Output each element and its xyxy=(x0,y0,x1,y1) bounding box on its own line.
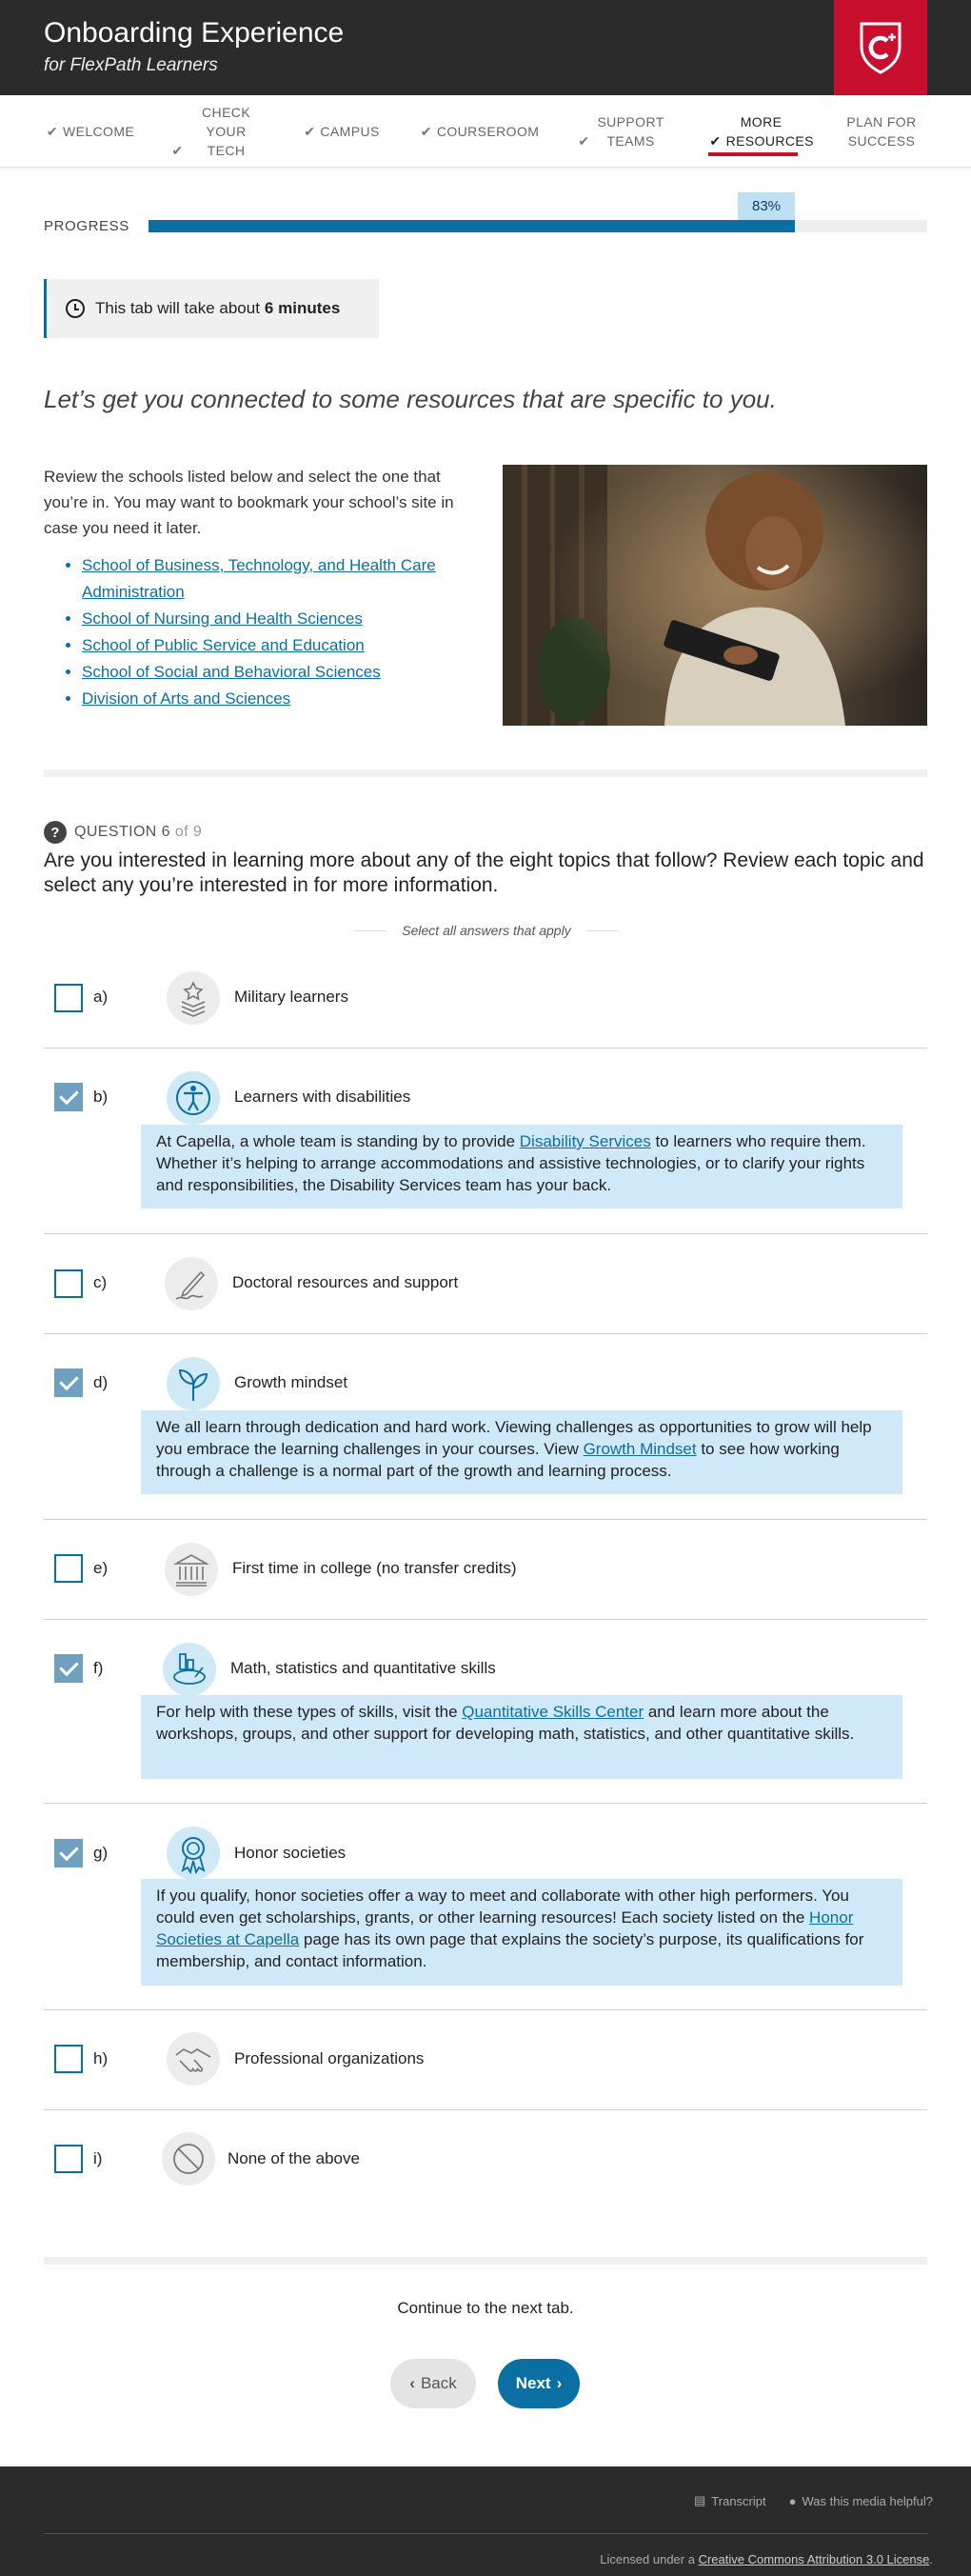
question-total: of 9 xyxy=(174,824,203,840)
tab-campus[interactable] xyxy=(292,95,391,168)
license-notice xyxy=(600,2552,933,2566)
option-label: Military learners xyxy=(234,988,348,1006)
tab-label: PLAN FOR SUCCESS xyxy=(846,114,917,149)
photo-illustration xyxy=(503,465,927,726)
clock-icon xyxy=(66,299,85,318)
license-text: Licensed under a xyxy=(600,2552,699,2566)
school-link-social-behavioral[interactable]: School of Social and Behavioral Sciences xyxy=(82,663,381,681)
school-link-arts-sciences[interactable]: Division of Arts and Sciences xyxy=(82,689,291,708)
option-letter: c) xyxy=(93,1273,108,1291)
next-button[interactable] xyxy=(498,2359,580,2408)
school-links-list xyxy=(82,552,482,712)
continue-prompt: Continue to the next tab. xyxy=(397,2299,574,2317)
list-item xyxy=(82,686,482,712)
growth-mindset-link[interactable]: Growth Mindset xyxy=(583,1440,697,1458)
media-feedback-button[interactable] xyxy=(789,2493,933,2508)
calculator-chart-icon xyxy=(163,1643,216,1696)
option-letter: g) xyxy=(93,1844,109,1862)
list-item xyxy=(82,659,482,686)
time-note-text: This tab will take about xyxy=(95,299,260,317)
back-button-label: Back xyxy=(420,2374,457,2392)
check-icon: ✔ xyxy=(420,124,432,139)
option-label: Learners with disabilities xyxy=(234,1088,411,1106)
tab-courseroom[interactable] xyxy=(413,95,546,168)
next-button-label: Next xyxy=(515,2374,551,2392)
checkbox-first-time-college[interactable] xyxy=(54,1554,83,1583)
option-letter: h) xyxy=(93,2049,109,2067)
checkbox-learners-with-disabilities[interactable] xyxy=(54,1083,83,1111)
option-letter: f) xyxy=(93,1659,104,1677)
disability-services-link[interactable]: Disability Services xyxy=(519,1132,651,1150)
feedback-math-statistics xyxy=(141,1695,902,1779)
option-divider xyxy=(44,2009,927,2010)
check-icon: ✔ xyxy=(304,124,316,139)
feedback-disabilities xyxy=(141,1125,902,1208)
course-subtitle: for FlexPath Learners xyxy=(44,55,218,75)
checkbox-professional-organizations[interactable] xyxy=(54,2045,83,2073)
option-letter: d) xyxy=(93,1373,109,1391)
creative-commons-link[interactable]: Creative Commons Attribution 3.0 License xyxy=(698,2552,930,2566)
chevron-left-icon: ‹ xyxy=(409,2374,415,2392)
document-icon: ▤ xyxy=(694,2493,706,2507)
option-letter: i) xyxy=(93,2149,103,2167)
sprout-icon xyxy=(167,1357,220,1410)
page-header xyxy=(0,0,971,95)
school-link-public-service[interactable]: School of Public Service and Education xyxy=(82,636,365,654)
time-note-duration: 6 minutes xyxy=(264,299,341,317)
schools-instructions: Review the schools listed below and select the one that you’re in. You may want to bookmark your school’s site in case you need it later. xyxy=(44,468,454,537)
option-divider xyxy=(44,1803,927,1804)
transcript-button[interactable] xyxy=(694,2493,766,2508)
option-divider xyxy=(44,1233,927,1234)
progress-bar xyxy=(149,220,927,232)
feedback-text: At Capella, a whole team is standing by to provide xyxy=(156,1132,520,1150)
feedback-text: to learners who require them. Whether it’s helping to arrange accommodations and assistive technologies, or to clarify your rights and responsibilities, the Disability Services team has your back. xyxy=(156,1132,866,1194)
check-icon: ✔ xyxy=(171,143,184,158)
checkbox-military-learners[interactable] xyxy=(54,984,83,1012)
question-number-text: QUESTION 6 xyxy=(74,824,170,840)
feedback-honor-societies xyxy=(141,1879,902,1986)
progress-bar-fill xyxy=(149,220,795,232)
chat-bubble-icon: ● xyxy=(788,2493,797,2508)
transcript-label: Transcript xyxy=(711,2493,766,2508)
list-item xyxy=(82,606,482,632)
page-footer xyxy=(0,2466,971,2576)
section-divider xyxy=(44,2257,927,2265)
section-intro: Let’s get you connected to some resources that are specific to you. xyxy=(44,385,777,413)
option-letter: b) xyxy=(93,1088,109,1106)
school-link-business-tech-health[interactable]: School of Business, Technology, and Health Care Administration xyxy=(82,556,436,601)
tab-label: MORE RESOURCES xyxy=(725,114,814,149)
feedback-text: page has its own page that explains the society’s purpose, its qualifications for membership, and contact information. xyxy=(156,1930,864,1970)
section-divider xyxy=(44,769,927,777)
tab-label: CHECK YOUR TECH xyxy=(202,105,251,158)
course-title: Onboarding Experience xyxy=(44,17,345,49)
media-tools xyxy=(694,2493,933,2508)
question-number xyxy=(44,821,202,844)
option-label: First time in college (no transfer credits) xyxy=(232,1559,517,1577)
feedback-text: We all learn through dedication and hard work. Viewing challenges as opportunities to grow will help you embrace the learning challenges in your courses. View xyxy=(156,1418,872,1458)
institution-icon xyxy=(165,1543,218,1596)
checkbox-growth-mindset[interactable] xyxy=(54,1368,83,1397)
quantitative-skills-center-link[interactable]: Quantitative Skills Center xyxy=(462,1703,644,1721)
shield-icon xyxy=(858,20,903,75)
option-divider xyxy=(44,1619,927,1620)
question-text: Are you interested in learning more about any of the eight topics that follow? Review each topic and select any you’re interested in for more information. xyxy=(44,849,924,896)
checkbox-honor-societies[interactable] xyxy=(54,1839,83,1867)
capella-logo xyxy=(834,0,927,95)
option-letter: e) xyxy=(93,1559,109,1577)
list-item xyxy=(82,632,482,659)
none-icon xyxy=(162,2132,215,2186)
tab-label: COURSEROOM xyxy=(436,124,540,139)
active-tab-indicator xyxy=(708,152,798,156)
school-link-nursing[interactable]: School of Nursing and Health Sciences xyxy=(82,609,363,628)
tab-support-teams[interactable] xyxy=(575,95,670,168)
option-label: Math, statistics and quantitative skills xyxy=(230,1659,496,1677)
feedback-text: If you qualify, honor societies offer a way to meet and collaborate with other high performers. You could even get scholarships, grants, or other learning resources! Each society listed on the xyxy=(156,1887,849,1927)
feedback-growth-mindset xyxy=(141,1410,902,1494)
tab-check-your-tech[interactable] xyxy=(166,95,270,168)
checkbox-doctoral-resources[interactable] xyxy=(54,1269,83,1298)
option-divider xyxy=(44,1519,927,1520)
option-divider xyxy=(44,2109,927,2110)
list-item xyxy=(82,552,482,606)
license-text: . xyxy=(929,2552,933,2566)
feedback-text: to see how working through a challenge is a normal part of the growth and learning process. xyxy=(156,1440,840,1480)
tab-label: WELCOME xyxy=(63,124,135,139)
tab-plan-for-success[interactable] xyxy=(834,95,929,168)
media-feedback-label: Was this media helpful? xyxy=(802,2493,933,2508)
question-mark-icon: ? xyxy=(44,821,67,844)
feedback-text: For help with these types of skills, visit the xyxy=(156,1703,463,1721)
option-label: Doctoral resources and support xyxy=(232,1273,459,1291)
feedback-text: and learn more about the workshops, groups, and other support for developing math, statistics, and other quantitative skills. xyxy=(156,1703,855,1743)
check-icon: ✔ xyxy=(578,133,590,149)
tab-label: SUPPORT TEAMS xyxy=(597,114,664,149)
option-letter: a) xyxy=(93,988,109,1006)
check-icon: ✔ xyxy=(46,124,58,139)
option-label: Professional organizations xyxy=(234,2049,425,2067)
back-button[interactable] xyxy=(390,2359,476,2408)
tab-welcome[interactable] xyxy=(38,95,143,168)
check-icon: ✔ xyxy=(709,133,722,149)
option-label: Growth mindset xyxy=(234,1373,348,1391)
progress-percent-badge: 83% xyxy=(738,192,795,220)
pen-signature-icon xyxy=(165,1257,218,1310)
tab-navigation xyxy=(0,95,971,168)
hint-text: Select all answers that apply xyxy=(402,923,571,938)
option-label: Honor societies xyxy=(234,1844,347,1862)
time-estimate-note xyxy=(44,279,379,338)
progress-label: PROGRESS xyxy=(44,218,129,234)
tab-more-resources[interactable] xyxy=(708,95,814,168)
option-label: None of the above xyxy=(228,2149,360,2167)
student-with-tablet-photo xyxy=(503,465,927,726)
checkbox-math-statistics[interactable] xyxy=(54,1654,83,1683)
award-ribbon-icon xyxy=(167,1827,220,1880)
footer-divider xyxy=(44,2533,927,2534)
military-icon xyxy=(167,971,220,1025)
accessibility-icon xyxy=(167,1071,220,1125)
option-divider xyxy=(44,1333,927,1334)
honor-societies-link[interactable]: Honor Societies at Capella xyxy=(156,1908,854,1948)
select-all-hint xyxy=(339,923,634,938)
checkbox-none-of-the-above[interactable] xyxy=(54,2145,83,2173)
handshake-icon xyxy=(167,2032,220,2086)
chevron-right-icon: › xyxy=(556,2374,563,2392)
tab-label: CAMPUS xyxy=(320,124,380,139)
